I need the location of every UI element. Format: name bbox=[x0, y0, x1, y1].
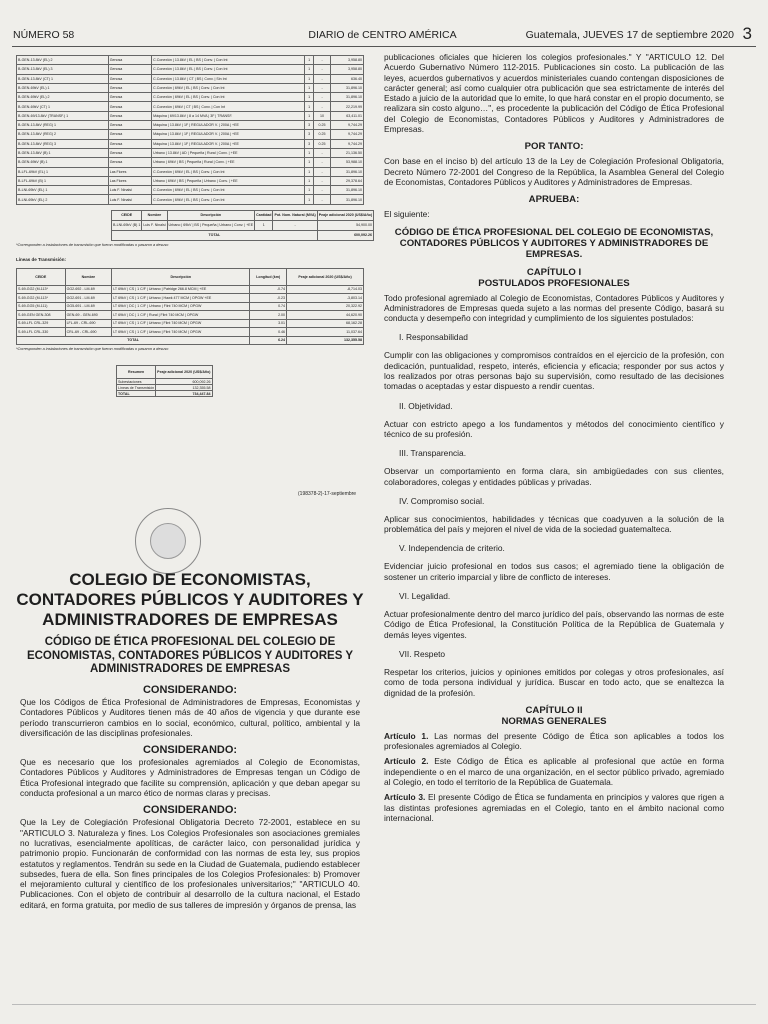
code-title-left: CÓDIGO DE ÉTICA PROFESIONAL DEL COLEGIO DE ECONOMISTAS, CONTADORES PÚBLICOS Y AUDITORES Y ADMINISTRADORES DE EMPRESAS bbox=[26, 636, 354, 675]
substations-note: *Corresponden a instalaciones de transmisión que fueron modificadas o pasaron a desuso bbox=[16, 242, 169, 247]
table-row bbox=[17, 65, 364, 74]
substations-table bbox=[16, 55, 364, 205]
table-row bbox=[17, 93, 364, 102]
table-row bbox=[17, 195, 364, 204]
table-row bbox=[17, 102, 364, 111]
table-cell: 3 bbox=[305, 139, 314, 148]
table-cell: Urbano | 69kV | BS | Pequeña | Urbano | Conv. | +EE bbox=[167, 220, 255, 230]
table-cell: - bbox=[313, 93, 330, 102]
chapter-2-number: CAPÍTULO II bbox=[525, 704, 583, 716]
table-cell: Genosa bbox=[108, 158, 151, 167]
table-row bbox=[17, 111, 364, 120]
table-cell: 3,958.80 bbox=[331, 65, 364, 74]
article-1-label: Artículo 1. bbox=[384, 730, 429, 741]
table-cell: B-GEN-69kV (CT) 1 bbox=[17, 102, 109, 111]
table-cell: Urbano | 69kV | BS | Pequeña | Rural | Conv. | +EE bbox=[152, 158, 305, 167]
table-cell: - bbox=[313, 195, 330, 204]
column-header: Peaje adicional 2020 (US$/Año) bbox=[156, 366, 212, 379]
table-row bbox=[17, 302, 364, 311]
table-cell: - bbox=[313, 65, 330, 74]
table-cell: C.Conexión | 69kV | EL | BS | Conv. | Con Int bbox=[152, 195, 305, 204]
postulate-3-heading: III. Transparencia. bbox=[399, 448, 467, 459]
table-row bbox=[17, 83, 364, 92]
table-row bbox=[17, 176, 364, 185]
table-cell: 11,037.64 bbox=[287, 328, 364, 337]
table-cell: Urbano | 13.8kV | AD | Pequeña | Rural | Conv. | +EE bbox=[152, 148, 305, 157]
considerandos bbox=[20, 684, 360, 912]
table-cell: -0.23 bbox=[250, 294, 287, 303]
table-cell: B-LNI-69kV (EL) 1 bbox=[17, 186, 109, 195]
college-title: COLEGIO DE ECONOMISTAS, CONTADORES PÚBLICOS Y AUDITORES Y ADMINISTRADORES DE EMPRESAS bbox=[16, 570, 364, 629]
table-cell: 0.25 bbox=[313, 130, 330, 139]
postulate-6-heading: VI. Legalidad. bbox=[399, 591, 451, 602]
table-cell: C.Conexión | 13.8kV | EL | BS | Conv. | Con Int bbox=[152, 65, 305, 74]
table-cell: B-GEN-69kV (EL) 2 bbox=[17, 93, 109, 102]
table-cell: Luis F. Ninalsi bbox=[108, 195, 151, 204]
issue-number: NÚMERO 58 bbox=[13, 29, 75, 41]
chapter-1-name: POSTULADOS PROFESIONALES bbox=[478, 277, 630, 289]
table-cell: 31,896.10 bbox=[331, 83, 364, 92]
table-cell: 1 bbox=[305, 65, 314, 74]
table-cell: LT 69kV | CS | 1 C/F | Urbano | Flint 740 MCM | OPGW bbox=[112, 328, 250, 337]
table-cell: B-GEN-69kV (B) 1 bbox=[17, 158, 109, 167]
footer-rule bbox=[12, 1004, 756, 1005]
table-cell: 31,896.10 bbox=[331, 186, 364, 195]
table-cell: 10 bbox=[313, 111, 330, 120]
table-cell: 31,896.10 bbox=[331, 93, 364, 102]
table-cell: 31,896.10 bbox=[331, 167, 364, 176]
table-cell: - bbox=[313, 102, 330, 111]
table-cell: Líneas de Transmisión bbox=[118, 385, 155, 390]
table-row bbox=[112, 220, 374, 230]
table-cell: C.Conexión | 69kV | CT | BS | Conv. | Con Int bbox=[152, 102, 305, 111]
table-cell: LT 69kV | CS | 1 C/F | Urbano | Hawk 477 MCM | OPGW +EE bbox=[112, 294, 250, 303]
table-cell: C.Conexión | 13.8kV | CT | BS | Conv. | Sin Int bbox=[152, 74, 305, 83]
table-cell: 1 bbox=[305, 195, 314, 204]
table-cell: C.Conexión | 13.8kV | EL | BS | Conv. | Con Int bbox=[152, 56, 305, 65]
table-cell: Genosa bbox=[108, 74, 151, 83]
table-cell: 1 bbox=[305, 158, 314, 167]
table-cell: B-LNI-69kV (B) 1 bbox=[112, 220, 142, 230]
table-cell: 1 bbox=[305, 93, 314, 102]
table-cell: Genosa bbox=[108, 102, 151, 111]
table-cell: 29,378.64 bbox=[331, 176, 364, 185]
table-row bbox=[17, 121, 364, 130]
table-row bbox=[17, 328, 364, 337]
summary-total-label: TOTAL bbox=[117, 391, 156, 397]
article-3-label: Artículo 3. bbox=[384, 792, 426, 803]
table-cell: 9,744.29 bbox=[331, 130, 364, 139]
table-cell: 22,219.99 bbox=[331, 102, 364, 111]
column-header: CEIDE bbox=[17, 268, 66, 285]
table-cell: - bbox=[273, 220, 317, 230]
table-cell: S-69-LFL CRL-330 bbox=[17, 328, 66, 337]
table-cell: 1 bbox=[305, 56, 314, 65]
substations-total-value: 600,092.26 bbox=[317, 230, 373, 240]
article-3 bbox=[384, 792, 724, 823]
table-row bbox=[17, 130, 364, 139]
column-header: Pot. Nom. Natural (MVA) bbox=[273, 210, 317, 220]
table-cell: Genosa bbox=[108, 93, 151, 102]
table-cell: Genosa bbox=[108, 56, 151, 65]
table-cell: 3 bbox=[305, 121, 314, 130]
table-cell: Máquina | 69/13.8kV | 8 a 14 MVA | 3F | TRANSF. bbox=[152, 111, 305, 120]
considerando-heading-1: CONSIDERANDO: bbox=[142, 684, 238, 696]
table-cell: - bbox=[313, 167, 330, 176]
substations-total-label: TOTAL bbox=[112, 230, 318, 240]
table-cell: 1 bbox=[305, 83, 314, 92]
postulate-7-text: Respetar los criterios, juicios y opiniones emitidos por colegas y otros profesionales, así como de toda persona individual y jurídica. Buscar en todo acto, que se enaltezca la dignidad de la profesión. bbox=[384, 666, 724, 698]
summary-table bbox=[116, 365, 213, 397]
table-cell: 0.25 bbox=[313, 121, 330, 130]
table-cell: -0.74 bbox=[250, 285, 287, 294]
substations-extra-table bbox=[111, 210, 374, 241]
considerando-text-1: Que los Códigos de Ética Profesional de Administradores de Empresas, Economistas y Contadores Públicos y Auditores tienen más de 40 años de vigencia y que durante ese período transcurrieron cambios en lo social, económico, cultural, político, ambiental y la diversificación de las disciplinas profesionales. bbox=[20, 697, 360, 738]
article-1 bbox=[384, 731, 724, 752]
table-cell: 1 bbox=[305, 176, 314, 185]
table-cell: -3,803.14 bbox=[287, 294, 364, 303]
postulate-2-heading: II. Objetividad. bbox=[399, 400, 453, 411]
column-header: Resumen bbox=[117, 366, 156, 379]
lines-note: *Corresponden a instalaciones de transmisión que fueron modificadas o pasaron a desuso bbox=[16, 347, 169, 352]
table-cell: S-69-LFL CRL-329 bbox=[17, 319, 66, 328]
table-cell: 1 bbox=[305, 148, 314, 157]
table-cell: 3 bbox=[305, 130, 314, 139]
column-header: Peaje adicional 2020 (US$/Año) bbox=[287, 268, 364, 285]
por-tanto-heading: POR TANTO: bbox=[524, 141, 584, 153]
table-cell: C.Conexión | 69kV | EL | BS | Conv. | Con Int bbox=[152, 167, 305, 176]
right-column bbox=[384, 52, 724, 828]
table-cell: LT 69kV | DC | 1 C/F | Urbano | Flint 740 MCM | OPGW bbox=[112, 302, 250, 311]
lines-caption: Líneas de Transmisión: bbox=[16, 256, 67, 262]
table-cell: Las Flores bbox=[108, 176, 151, 185]
table-cell: - bbox=[313, 148, 330, 157]
table-cell: B-LFL-69kV (EL) 1 bbox=[17, 167, 109, 176]
table-cell: CRL-69 - CRL-690 bbox=[65, 328, 112, 337]
por-tanto-text: Con base en el inciso b) del artículo 13 de la Ley de Colegiación Profesional Obligatoria, Decreto Número 72-2001 del Congreso de la República, la Asamblea General del Colegio de Economistas, Contadores Públicos y Auditores y Administradores de Empresas. bbox=[384, 156, 724, 187]
column-header: CEIDE bbox=[112, 210, 142, 220]
table-cell: GEN-69 - GEN-690 bbox=[65, 311, 112, 320]
table-cell: Luis F. Ninalsi bbox=[142, 220, 167, 230]
article-2-text: Este Código de Ética es aplicable al profesional que actúe en forma independiente o en el marco de una organización, en el sector público privado, agremiado al Colegio, en todo el territorio de la República de Guatemala. bbox=[384, 756, 724, 787]
considerando-heading-2: CONSIDERANDO: bbox=[142, 744, 238, 757]
table-cell: 3.01 bbox=[250, 319, 287, 328]
table-cell: S-69-GG5 (M-111) bbox=[17, 302, 66, 311]
table-cell: 0.25 bbox=[313, 139, 330, 148]
table-cell: B-GEN-13.8kV (B) 1 bbox=[17, 148, 109, 157]
table-cell: 600,092.26 bbox=[156, 379, 212, 385]
page-header bbox=[13, 24, 752, 43]
table-row bbox=[17, 285, 364, 294]
table-row bbox=[17, 319, 364, 328]
table-cell: Luis F. Ninalsi bbox=[108, 186, 151, 195]
column-header: Cantidad bbox=[255, 210, 273, 220]
table-cell: 31,896.10 bbox=[331, 195, 364, 204]
page-number: 3 bbox=[742, 24, 752, 43]
publication-reference: (198378-2)-17-septiembre bbox=[298, 491, 357, 497]
table-cell: 1 bbox=[305, 167, 314, 176]
column-header: Descripción bbox=[112, 268, 250, 285]
table-cell: 53,988.10 bbox=[331, 158, 364, 167]
chapter-1-intro: Todo profesional agremiado al Colegio de Economistas, Contadores Públicos y Auditores y Administradores de Empresas queda sujeto a las normas del presente Código, basará su conducta y desempeño con integridad y cumplimiento de los siguientes postulados: bbox=[384, 292, 724, 324]
postulate-1-heading: I. Responsabilidad bbox=[399, 332, 468, 343]
column-header: Nombre bbox=[65, 268, 112, 285]
table-cell: Genosa bbox=[108, 65, 151, 74]
table-cell: B-GEN-13.8kV (REG) 3 bbox=[17, 139, 109, 148]
table-cell: - bbox=[313, 56, 330, 65]
lines-total-km: 6.24 bbox=[250, 336, 287, 345]
table-row bbox=[17, 148, 364, 157]
table-cell: 1 bbox=[255, 220, 273, 230]
table-cell: - bbox=[313, 83, 330, 92]
issue-date: Guatemala, JUEVES 17 de septiembre 2020 bbox=[525, 29, 734, 41]
table-cell: LT 69kV | DC | 1 C/F | Rural | Flint 740 MCM | OPGW bbox=[112, 311, 250, 320]
siguiente-text: El siguiente: bbox=[384, 209, 430, 220]
considerando-text-2: Que es necesario que los profesionales agremiados al Colegio de Economistas, Contadores Públicos y Auditores y Administradores de Empresas tengan un Código de Ética Profesional integrado que facilite su comprensión, aplicación y que deban apegar su conducta profesional a un marco ético de normas claras y precisas. bbox=[20, 757, 360, 799]
table-cell: Genosa bbox=[108, 121, 151, 130]
summary-total-value: 734,447.84 bbox=[156, 391, 212, 397]
seal-center-icon bbox=[150, 523, 186, 559]
table-cell: 63,411.01 bbox=[331, 111, 364, 120]
article-1-text: Las normas del presente Código de Ética son aplicables a todos los profesionales agremiados al Colegio. bbox=[384, 730, 724, 752]
table-cell: 68,162.28 bbox=[287, 319, 364, 328]
column-header: Peaje adicional 2020 (US$/Año) bbox=[317, 210, 373, 220]
table-cell: B-GEN-13.8kV (EL) 3 bbox=[17, 65, 109, 74]
table-cell: B-GEN-69/13.8kV (TRANSF.) 1 bbox=[17, 111, 109, 120]
table-cell: B-GEN-69kV (EL) 1 bbox=[17, 83, 109, 92]
table-cell: S-69-GEN GEN-308 bbox=[17, 311, 66, 320]
chapter-2-name: NORMAS GENERALES bbox=[501, 715, 607, 727]
table-cell: C.Conexión | 69kV | EL | BS | Conv. | Con Int bbox=[152, 186, 305, 195]
column-header: Nombre bbox=[142, 210, 167, 220]
table-row bbox=[17, 139, 364, 148]
article-2-label: Artículo 2. bbox=[384, 756, 429, 767]
table-cell: S-69-GG2 (M-113* bbox=[17, 294, 66, 303]
code-title-right: CÓDIGO DE ÉTICA PROFESIONAL DEL COLEGIO DE ECONOMISTAS, CONTADORES PÚBLICOS Y AUDITORES Y ADMINISTRADORES DE EMPRESAS. bbox=[394, 226, 714, 260]
table-cell: 1 bbox=[305, 74, 314, 83]
column-header: Descripción bbox=[167, 210, 255, 220]
table-cell: 636.40 bbox=[331, 74, 364, 83]
lines-total-label: TOTAL bbox=[17, 336, 250, 345]
table-cell: Genosa bbox=[108, 148, 151, 157]
table-cell: 1 bbox=[305, 102, 314, 111]
left-column bbox=[16, 52, 373, 397]
table-row bbox=[17, 186, 364, 195]
table-cell: 9,744.29 bbox=[331, 139, 364, 148]
table-cell: 0.74 bbox=[250, 302, 287, 311]
table-cell: Genosa bbox=[108, 111, 151, 120]
table-cell: 2.00 bbox=[250, 311, 287, 320]
column-header: Longitud (km) bbox=[250, 268, 287, 285]
college-seal-emblem bbox=[135, 508, 201, 574]
postulate-2-text: Actuar con estricto apego a los fundamentos y métodos del conocimiento científico y técnico de su profesión. bbox=[384, 418, 724, 439]
table-cell: C.Conexión | 69kV | EL | BS | Conv. | Con Int bbox=[152, 83, 305, 92]
table-cell: - bbox=[313, 186, 330, 195]
table-cell: Máquina | 13.8kV | 1F | REGULADOR V. | 200A | +EE bbox=[152, 121, 305, 130]
postulate-4-text: Aplicar sus conocimientos, habilidades y técnicas que coadyuven a la solución de la problemática del país y mejoren el nivel de vida de la sociedad guatemalteca. bbox=[384, 513, 724, 535]
table-cell: LT 69kV | CS | 1 C/F | Urbano | Patridge 266.8 MCM | +EE bbox=[112, 285, 250, 294]
table-cell: 21,136.50 bbox=[331, 148, 364, 157]
table-cell: Subestaciones bbox=[117, 379, 156, 385]
chapter-1-number: CAPÍTULO I bbox=[526, 266, 582, 278]
table-cell: C.Conexión | 69kV | EL | BS | Conv. | Con Int bbox=[152, 93, 305, 102]
table-cell: Genosa bbox=[108, 139, 151, 148]
table-row bbox=[17, 158, 364, 167]
lines-table bbox=[16, 268, 364, 346]
considerando-text-3: Que la Ley de Colegiación Profesional Obligatoria Decreto 72-2001, establece en su "ARTICULO 3. Naturaleza y fines. Los Colegios Profesionales son asociaciones gremiales no lucrativas, esencialmente apolíticas, de carácter laico, con personalidad jurídica y patrimonio propio. Funcionarán de conformidad con las normas de esta ley, sus propios estatutos y reglamentos. Tendrán su sede en la Ciudad de Guatemala, pudiendo establecer subsedes, fuera de ella. Son fines principales de los Colegios Profesionales: b) Promover el mejoramiento cultural y científico de los profesionales universitarios;" "ARTICULO 40. Publicaciones. Con el objeto de contribuir al desarrollo de la cultura nacional, el Estado editará, en forma gratuita, por medio de sus talleres de impresión y órganos de prensa, las bbox=[20, 817, 360, 910]
table-cell: Máquina | 13.8kV | 1F | REGULADOR V. | 200A | +EE bbox=[152, 139, 305, 148]
table-cell: - bbox=[313, 158, 330, 167]
aprueba-heading: APRUEBA: bbox=[528, 194, 580, 206]
table-cell: B-GEN-13.8kV (EL) 2 bbox=[17, 56, 109, 65]
table-cell: GG5-691 - LM-69 bbox=[65, 302, 112, 311]
table-cell: GG2-692 - LM-69 bbox=[65, 285, 112, 294]
publication-text: publicaciones oficiales que hicieren los colegios profesionales." Y "ARTICULO 12. Del Acuerdo Gubernativo Número 112-2015. Publicaciones sin costo. La publicación de las leyes, acuerdos gubernativos y acuerdos ministeriales cuando contengan disposiciones de carácter general; así como cualquier otra publicación que sea estrictamente de interés del Estado a juicio de la autoridad que lo emite, lo que hará constar en el propio documento, se realizara sin costo alguno…", es procedente la publicación del Código de Ética Profesional del Colegio de Economistas, Contadores Públicos y Auditores y Administradores de Empresas. bbox=[384, 52, 724, 135]
postulate-5-text: Evidenciar juicio profesional en todos sus casos; el agremiado tiene la obligación de sostener un criterio imparcial y libre de conflicto de intereses. bbox=[384, 561, 724, 582]
table-cell: B-GEN-13.8kV (REG) 1 bbox=[17, 121, 109, 130]
postulate-5-heading: V. Independencia de criterio. bbox=[399, 543, 505, 554]
table-cell: Genosa bbox=[108, 130, 151, 139]
table-cell: Genosa bbox=[108, 83, 151, 92]
postulate-1-text: Cumplir con las obligaciones y compromisos contraídos en el ejercicio de la profesión, con dedicación, puntualidad, respeto, interés, eficiencia y eficacia; responder por sus actos y los realizados por otras personas bajo su supervisión, como resultado de las decisiones tomadas o aceptadas y estar dispuesto a rendir cuentas. bbox=[384, 350, 724, 392]
table-cell: 3,958.80 bbox=[331, 56, 364, 65]
table-cell: 9,744.29 bbox=[331, 121, 364, 130]
postulate-7-heading: VII. Respeto bbox=[399, 648, 446, 659]
table-row bbox=[17, 56, 364, 65]
table-cell: Urbano | 69kV | BS | Pequeña | Urbano | Conv. | +EE bbox=[152, 176, 305, 185]
table-cell: 44,620.90 bbox=[287, 311, 364, 320]
newspaper-name: DIARIO de CENTRO AMÉRICA bbox=[308, 29, 457, 41]
table-cell: B-GEN-13.8kV (CT) 1 bbox=[17, 74, 109, 83]
table-cell: 20,322.92 bbox=[287, 302, 364, 311]
table-cell: LFL-69 - CRL-690 bbox=[65, 319, 112, 328]
table-cell: B-GEN-13.8kV (REG) 2 bbox=[17, 130, 109, 139]
table-cell: B-LNI-69kV (EL) 2 bbox=[17, 195, 109, 204]
article-2 bbox=[384, 756, 724, 787]
table-cell: Máquina | 13.8kV | 1F | REGULADOR V. | 200A | +EE bbox=[152, 130, 305, 139]
table-cell: 132,355.58 bbox=[156, 385, 212, 391]
table-cell: 0.46 bbox=[250, 328, 287, 337]
header-rule bbox=[12, 46, 756, 47]
table-cell: - bbox=[313, 74, 330, 83]
table-cell: 54,900.00 bbox=[317, 220, 373, 230]
table-cell: -8,714.03 bbox=[287, 285, 364, 294]
table-cell: 1 bbox=[305, 111, 314, 120]
table-row bbox=[17, 167, 364, 176]
table-cell: B-LFL-69kV (B) 1 bbox=[17, 176, 109, 185]
table-row bbox=[17, 311, 364, 320]
table-cell: S-69-GG2 (M-113* bbox=[17, 285, 66, 294]
table-cell: GG2-691 - LM-69 bbox=[65, 294, 112, 303]
article-3-text: El presente Código de Ética se fundamenta en principios y valores que rigen a las distintas profesiones agremiadas en el Colegio, tanto en el ámbito nacional como internacional. bbox=[384, 792, 724, 823]
considerando-heading-3: CONSIDERANDO: bbox=[142, 804, 238, 817]
table-cell: - bbox=[313, 176, 330, 185]
postulate-3-text: Observar un comportamiento en forma clara, sin ambigüedades con sus clientes, colaboradores, colegas y entidades públicas y privadas. bbox=[384, 466, 724, 487]
table-cell: LT 69kV | CS | 1 C/F | Urbano | Flint 740 MCM | OPGW bbox=[112, 319, 250, 328]
table-row bbox=[17, 294, 364, 303]
lines-total-value: 132,355.58 bbox=[287, 336, 364, 345]
table-cell: Las Flores bbox=[108, 167, 151, 176]
postulate-4-heading: IV. Compromiso social. bbox=[399, 495, 485, 506]
postulate-6-text: Actuar profesionalmente dentro del marco jurídico del país, observando las normas de este Código de Ética Profesional, la Constitución Política de la República de Guatemala y demás leyes vigentes. bbox=[384, 609, 724, 640]
table-row bbox=[17, 74, 364, 83]
table-cell: 1 bbox=[305, 186, 314, 195]
